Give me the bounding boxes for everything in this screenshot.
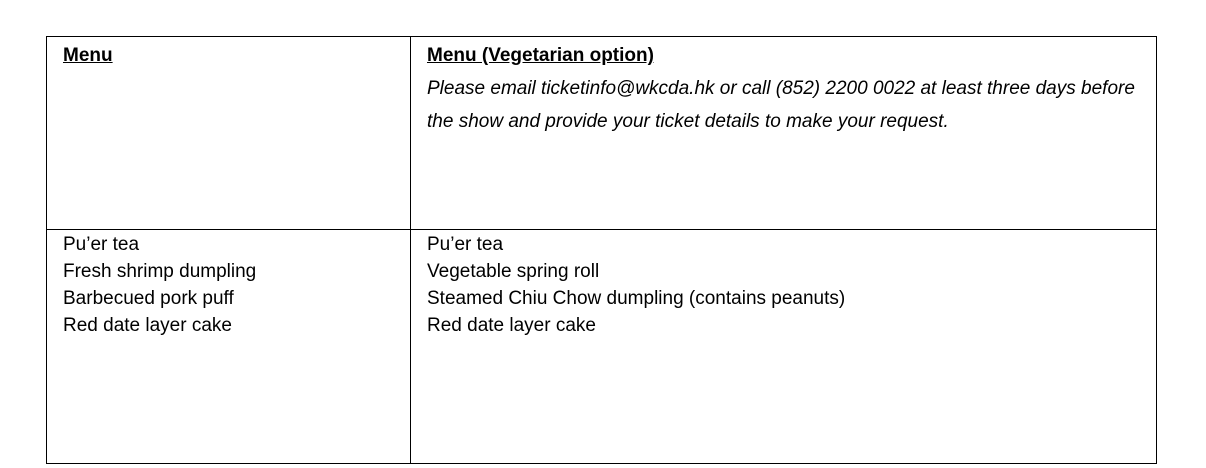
header-row	[47, 37, 1157, 230]
menu-item-list	[63, 230, 410, 339]
vegetarian-menu-heading: Menu (Vegetarian option)	[427, 45, 654, 66]
vegetarian-menu-item: Pu’er tea	[427, 234, 504, 255]
menu-item: Barbecued pork puff	[63, 288, 234, 309]
menu-items-cell	[47, 230, 411, 464]
items-row	[47, 230, 1157, 464]
menu-heading: Menu	[63, 45, 113, 66]
vegetarian-request-note: Please email ticketinfo@wkcda.hk or call (852) 2200 0022 at least three days before the show and provide your ticket details to make your request.	[427, 78, 1135, 132]
menu-table	[46, 36, 1157, 464]
vegetarian-menu-item: Vegetable spring roll	[427, 261, 600, 282]
vegetarian-header-cell	[411, 37, 1157, 230]
menu-item: Red date layer cake	[63, 315, 232, 336]
vegetarian-menu-item: Steamed Chiu Chow dumpling (contains peanuts)	[427, 288, 846, 309]
vegetarian-items-cell	[411, 230, 1157, 464]
menu-item: Fresh shrimp dumpling	[63, 261, 257, 282]
menu-item: Pu’er tea	[63, 234, 140, 255]
vegetarian-item-list	[427, 230, 1156, 339]
menu-header-cell	[47, 37, 411, 230]
vegetarian-menu-item: Red date layer cake	[427, 315, 596, 336]
